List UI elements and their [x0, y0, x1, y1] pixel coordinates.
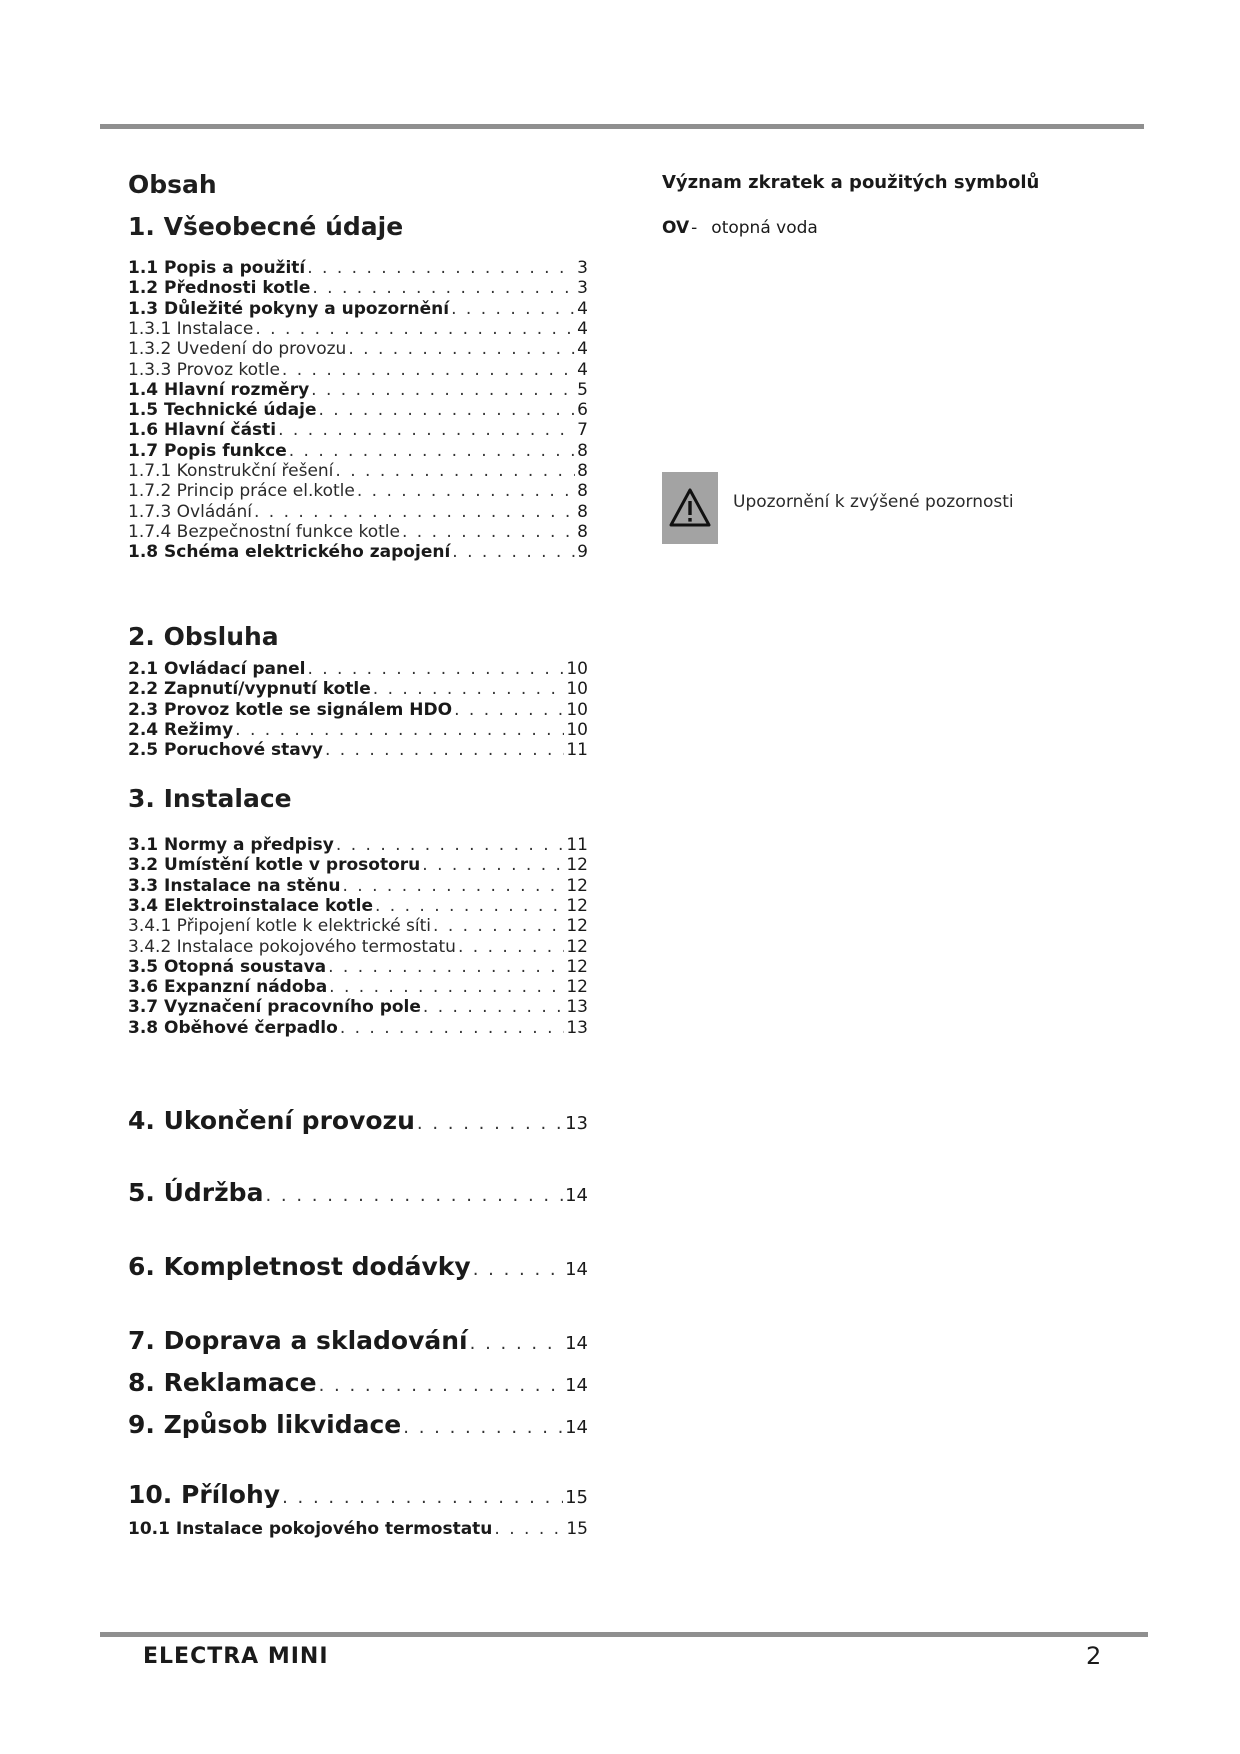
toc-entry-label: 3.4.1 Připojení kotle k elektrické síti	[128, 916, 432, 936]
toc-entry-label: 1.3.1 Instalace	[128, 319, 254, 339]
abbreviation-code: OV	[662, 218, 690, 238]
toc-entry	[128, 679, 588, 701]
toc-entry-label: 3.7 Vyznačení pracovního pole	[128, 997, 421, 1017]
section-heading-3: 3. Instalace	[128, 784, 292, 813]
toc-entry	[128, 1018, 588, 1040]
dot-leader	[254, 502, 575, 522]
toc-entry	[128, 461, 588, 483]
toc-entry-page: 13	[566, 997, 588, 1017]
toc-entry-page: 10	[566, 659, 588, 679]
toc-entry	[128, 896, 588, 918]
toc-entry	[128, 420, 588, 442]
toc-entry-page: 8	[577, 481, 588, 501]
toc-entry	[128, 1178, 588, 1212]
toc-entry-page: 5	[577, 380, 588, 400]
toc-entry-page: 12	[566, 855, 588, 875]
toc-entry-page: 14	[565, 1333, 588, 1354]
warning-description: Upozornění k zvýšené pozornosti	[733, 492, 1014, 512]
abbreviation-meaning: otopná voda	[711, 218, 818, 238]
toc-entry-page: 14	[565, 1417, 588, 1438]
toc-entry-label: 2.5 Poruchové stavy	[128, 740, 323, 760]
dot-leader	[329, 977, 564, 997]
toc-entry-page: 13	[565, 1113, 588, 1134]
toc-entry-label: 3.3 Instalace na stěnu	[128, 876, 341, 896]
abbreviation-item	[662, 218, 818, 238]
toc-entry-label: 2.2 Zapnutí/vypnutí kotle	[128, 679, 371, 699]
dot-leader	[336, 835, 564, 855]
toc-entry-page: 12	[566, 937, 588, 957]
toc-entry-label: 3.6 Expanzní nádoba	[128, 977, 328, 997]
toc-entry-label: 1.3.3 Provoz kotle	[128, 360, 280, 380]
toc-entry	[128, 380, 588, 402]
toc-entry-label: 7. Doprava a skladování	[128, 1326, 468, 1355]
section-heading-1: 1. Všeobecné údaje	[128, 212, 404, 241]
dot-leader	[422, 855, 564, 875]
toc-entry	[128, 278, 588, 300]
toc-entry	[128, 360, 588, 382]
toc-entry-label: 3.5 Otopná soustava	[128, 957, 327, 977]
toc-entry-label: 1.7.3 Ovládání	[128, 502, 252, 522]
toc-entry-label: 4. Ukončení provozu	[128, 1106, 415, 1135]
toc-entry-page: 7	[577, 420, 588, 440]
toc-entry-label: 1.7.4 Bezpečnostní funkce kotle	[128, 522, 400, 542]
dot-leader	[473, 1259, 563, 1280]
toc-entry	[128, 957, 588, 979]
dot-leader	[307, 659, 564, 679]
toc-entry-label: 1.2 Přednosti kotle	[128, 278, 311, 298]
dot-leader	[470, 1333, 563, 1354]
dot-leader	[319, 1375, 564, 1396]
abbreviation-separator: -	[691, 218, 698, 238]
toc-entry-page: 3	[577, 278, 588, 298]
dot-leader	[255, 319, 575, 339]
dot-leader	[458, 937, 564, 957]
toc-entry-page: 12	[566, 977, 588, 997]
toc-entry-page: 14	[565, 1185, 588, 1206]
toc-title: Obsah	[128, 170, 217, 199]
toc-entry	[128, 319, 588, 341]
toc-entry	[128, 502, 588, 524]
dot-leader	[452, 542, 575, 562]
toc-entry	[128, 522, 588, 544]
dot-leader	[335, 461, 575, 481]
dot-leader	[312, 278, 575, 298]
toc-entry-page: 8	[577, 461, 588, 481]
top-rule	[100, 124, 1144, 129]
dot-leader	[402, 522, 575, 542]
toc-entry-label: 1.1 Popis a použití	[128, 258, 306, 278]
toc-entry-page: 12	[566, 957, 588, 977]
toc-entry-page: 6	[577, 400, 588, 420]
toc-entry	[128, 400, 588, 422]
toc-entry-page: 12	[566, 876, 588, 896]
toc-entry-label: 1.7.1 Konstrukční řešení	[128, 461, 334, 481]
toc-entry-label: 3.1 Normy a předpisy	[128, 835, 334, 855]
toc-entry	[128, 1106, 588, 1140]
toc-entry	[128, 441, 588, 463]
dot-leader	[423, 997, 564, 1017]
toc-entry	[128, 1480, 588, 1514]
toc-entry-page: 14	[565, 1375, 588, 1396]
dot-leader	[325, 740, 564, 760]
toc-entry-page: 8	[577, 522, 588, 542]
toc-entry-label: 5. Údržba	[128, 1178, 264, 1207]
toc-entry	[128, 339, 588, 361]
toc-entry-page: 3	[577, 258, 588, 278]
toc-entry-page: 4	[577, 319, 588, 339]
toc-entry-page: 4	[577, 360, 588, 380]
toc-entry-page: 10	[566, 679, 588, 699]
toc-entry	[128, 1368, 588, 1402]
toc-entry	[128, 299, 588, 321]
toc-entry-page: 8	[577, 502, 588, 522]
dot-leader	[342, 876, 564, 896]
dot-leader	[403, 1417, 563, 1438]
dot-leader	[494, 1519, 564, 1539]
dot-leader	[328, 957, 564, 977]
toc-entry-label: 1.4 Hlavní rozměry	[128, 380, 310, 400]
toc-entry-label: 2.3 Provoz kotle se signálem HDO	[128, 700, 453, 720]
toc-entry-label: 1.5 Technické údaje	[128, 400, 317, 420]
toc-entry-page: 12	[566, 916, 588, 936]
toc-entry-page: 8	[577, 441, 588, 461]
toc-entry-page: 4	[577, 299, 588, 319]
dot-leader	[417, 1113, 563, 1134]
dot-leader	[340, 1018, 565, 1038]
dot-leader	[282, 360, 575, 380]
toc-entry-label: 3.4 Elektroinstalace kotle	[128, 896, 373, 916]
dot-leader	[375, 896, 564, 916]
toc-entry	[128, 1410, 588, 1444]
toc-entry	[128, 855, 588, 877]
page-number: 2	[1086, 1642, 1102, 1670]
toc-entry-label: 10.1 Instalace pokojového termostatu	[128, 1519, 493, 1539]
toc-entry-label: 3.8 Oběhové čerpadlo	[128, 1018, 338, 1038]
toc-entry	[128, 481, 588, 503]
toc-entry-page: 13	[566, 1018, 588, 1038]
dot-leader	[307, 258, 575, 278]
toc-entry-page: 10	[566, 720, 588, 740]
toc-entry	[128, 937, 588, 959]
toc-entry-label: 1.6 Hlavní části	[128, 420, 277, 440]
dot-leader	[278, 420, 575, 440]
dot-leader	[433, 916, 564, 936]
toc-entry	[128, 659, 588, 681]
toc-entry-page: 4	[577, 339, 588, 359]
warning-triangle-icon	[668, 486, 712, 530]
warning-symbol-box	[662, 472, 718, 544]
toc-entry-label: 2.1 Ovládací panel	[128, 659, 306, 679]
toc-entry-page: 10	[566, 700, 588, 720]
toc-entry-label: 3.4.2 Instalace pokojového termostatu	[128, 937, 456, 957]
toc-entry	[128, 977, 588, 999]
toc-entry-label: 2.4 Režimy	[128, 720, 234, 740]
dot-leader	[348, 339, 575, 359]
toc-entry	[128, 835, 588, 857]
dot-leader	[235, 720, 564, 740]
dot-leader	[282, 1487, 563, 1508]
toc-entry-page: 9	[577, 542, 588, 562]
bottom-rule	[100, 1632, 1148, 1637]
dot-leader	[319, 400, 576, 420]
toc-entry	[128, 258, 588, 280]
toc-entry	[128, 916, 588, 938]
toc-entry-page: 15	[565, 1487, 588, 1508]
toc-entry-label: 8. Reklamace	[128, 1368, 317, 1397]
dot-leader	[289, 441, 575, 461]
dot-leader	[454, 700, 564, 720]
toc-entry-label: 9. Způsob likvidace	[128, 1410, 402, 1439]
toc-entry	[128, 700, 588, 722]
toc-entry-label: 10. Přílohy	[128, 1480, 281, 1509]
toc-entry	[128, 740, 588, 762]
toc-entry	[128, 542, 588, 564]
toc-entry-page: 14	[565, 1259, 588, 1280]
toc-entry	[128, 720, 588, 742]
toc-entry	[128, 1252, 588, 1286]
toc-entry-label: 1.7.2 Princip práce el.kotle	[128, 481, 355, 501]
toc-entry-label: 1.8 Schéma elektrického zapojení	[128, 542, 451, 562]
dot-leader	[373, 679, 565, 699]
toc-entry-label: 1.3.2 Uvedení do provozu	[128, 339, 347, 359]
toc-entry	[128, 1519, 588, 1541]
section-heading-2: 2. Obsluha	[128, 622, 279, 651]
dot-leader	[451, 299, 575, 319]
toc-entry-label: 6. Kompletnost dodávky	[128, 1252, 471, 1281]
toc-entry-page: 15	[566, 1519, 588, 1539]
dot-leader	[311, 380, 575, 400]
toc-entry-page: 11	[566, 835, 588, 855]
dot-leader	[265, 1185, 563, 1206]
toc-entry-label: 1.3 Důležité pokyny a upozornění	[128, 299, 450, 319]
toc-entry	[128, 1326, 588, 1360]
toc-entry	[128, 997, 588, 1019]
toc-entry	[128, 876, 588, 898]
footer-product-name: ELECTRA MINI	[143, 1644, 329, 1669]
toc-entry-label: 1.7 Popis funkce	[128, 441, 287, 461]
toc-entry-page: 12	[566, 896, 588, 916]
toc-entry-page: 11	[566, 740, 588, 760]
dot-leader	[357, 481, 575, 501]
toc-entry-label: 3.2 Umístění kotle v prosotoru	[128, 855, 421, 875]
abbreviations-title: Význam zkratek a použitých symbolů	[662, 172, 1040, 193]
